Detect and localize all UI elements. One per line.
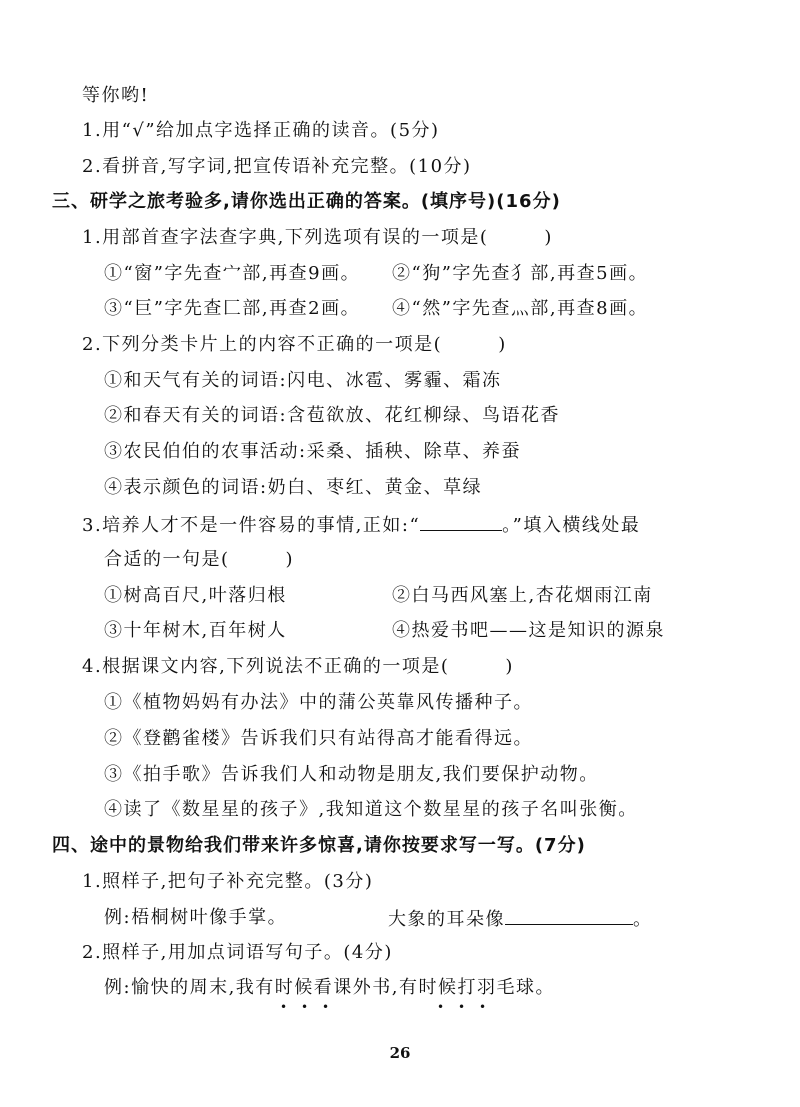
s3-q2-option-2: ②和春天有关的词语:含苞欲放、花红柳绿、鸟语花香: [104, 405, 561, 426]
s3-q4-option-3: ③《拍手歌》告诉我们人和动物是朋友,我们要保护动物。: [104, 764, 599, 785]
s3-q4-stem-text: 4.根据课文内容,下列说法不正确的一项是(: [82, 656, 450, 677]
s3-q3-option-4: ④热爱书吧——这是知识的源泉: [392, 620, 665, 641]
s3-q2-option-1: ①和天气有关的词语:闪电、冰雹、雾霾、霜冻: [104, 370, 502, 391]
s3-q1-option-3: ③“巨”字先查匚部,再查2画。: [104, 298, 361, 319]
s3-q3-option-3: ③十年树木,百年树人: [104, 620, 287, 641]
fill-blank[interactable]: [505, 906, 633, 925]
s4-q1-end: 。: [633, 909, 653, 930]
s4-q1-stem: 1.照样子,把句子补充完整。(3分): [82, 871, 374, 892]
s3-q1-close: ): [544, 227, 553, 248]
s3-q4-option-4: ④读了《数星星的孩子》,我知道这个数星星的孩子名叫张衡。: [104, 799, 638, 820]
s3-q1-option-4: ④“然”字先查灬部,再查8画。: [392, 298, 649, 319]
intro-question-1: 1.用“√”给加点字选择正确的读音。(5分): [82, 120, 440, 141]
s3-q3-stem-c: 合适的一句是(: [104, 549, 230, 570]
s3-q3-stem-line2: [104, 548, 294, 572]
s4-q2-example: 例:愉快的周末,我有时候看课外书,有时候打羽毛球。: [104, 977, 556, 998]
s3-q1-option-1: ①“窗”字先查宀部,再查9画。: [104, 263, 361, 284]
section-4-title: 四、途中的景物给我们带来许多惊喜,请你按要求写一写。(7分): [52, 835, 586, 856]
s3-q3-stem-b: 。”填入横线处最: [502, 515, 641, 536]
s3-q3-option-2: ②白马西风塞上,杏花烟雨江南: [392, 585, 653, 606]
s3-q3-stem: [82, 512, 640, 538]
s3-q4-option-1: ①《植物妈妈有办法》中的蒲公英靠风传播种子。: [104, 692, 533, 713]
s3-q4-close: ): [505, 656, 514, 677]
s3-q2-stem: [82, 333, 507, 357]
s3-q3-option-1: ①树高百尺,叶落归根: [104, 585, 287, 606]
intro-question-2: 2.看拼音,写字词,把宣传语补充完整。(10分): [82, 156, 472, 177]
s3-q3-close: ): [285, 549, 295, 570]
s3-q1-stem: [82, 226, 553, 250]
s3-q3-stem-a: 3.培养人才不是一件容易的事情,正如:“: [82, 515, 421, 536]
emphasis-dot: •: [458, 1000, 466, 1014]
s3-q1-stem-text: 1.用部首查字法查字典,下列选项有误的一项是(: [82, 227, 489, 248]
s3-q2-stem-text: 2.下列分类卡片上的内容不正确的一项是(: [82, 334, 443, 355]
s3-q2-close: ): [498, 334, 507, 355]
section-3-title: 三、研学之旅考验多,请你选出正确的答案。(填序号)(16分): [52, 191, 561, 212]
s4-q1-prompt-text: 大象的耳朵像: [388, 909, 505, 930]
emphasis-dot: •: [280, 1000, 288, 1014]
emphasis-dot: •: [322, 1000, 330, 1014]
s3-q4-stem: [82, 655, 514, 679]
s4-q1-example: 例:梧桐树叶像手掌。: [104, 907, 288, 928]
s4-q2-stem: 2.照样子,用加点词语写句子。(4分): [82, 942, 393, 963]
fill-blank[interactable]: [420, 512, 502, 531]
s3-q1-option-2: ②“狗”字先查犭部,再查5画。: [392, 263, 649, 284]
s3-q2-option-3: ③农民伯伯的农事活动:采桑、插秧、除草、养蚕: [104, 441, 522, 462]
s4-q1-prompt: [388, 906, 653, 932]
emphasis-dot: •: [479, 1000, 487, 1014]
page-number: 26: [389, 1044, 411, 1062]
intro-wait: 等你哟!: [82, 85, 150, 106]
s3-q2-option-4: ④表示颜色的词语:奶白、枣红、黄金、草绿: [104, 477, 483, 498]
s3-q4-option-2: ②《登鹳雀楼》告诉我们只有站得高才能看得远。: [104, 728, 533, 749]
emphasis-dot: •: [437, 1000, 445, 1014]
emphasis-dot: •: [301, 1000, 309, 1014]
